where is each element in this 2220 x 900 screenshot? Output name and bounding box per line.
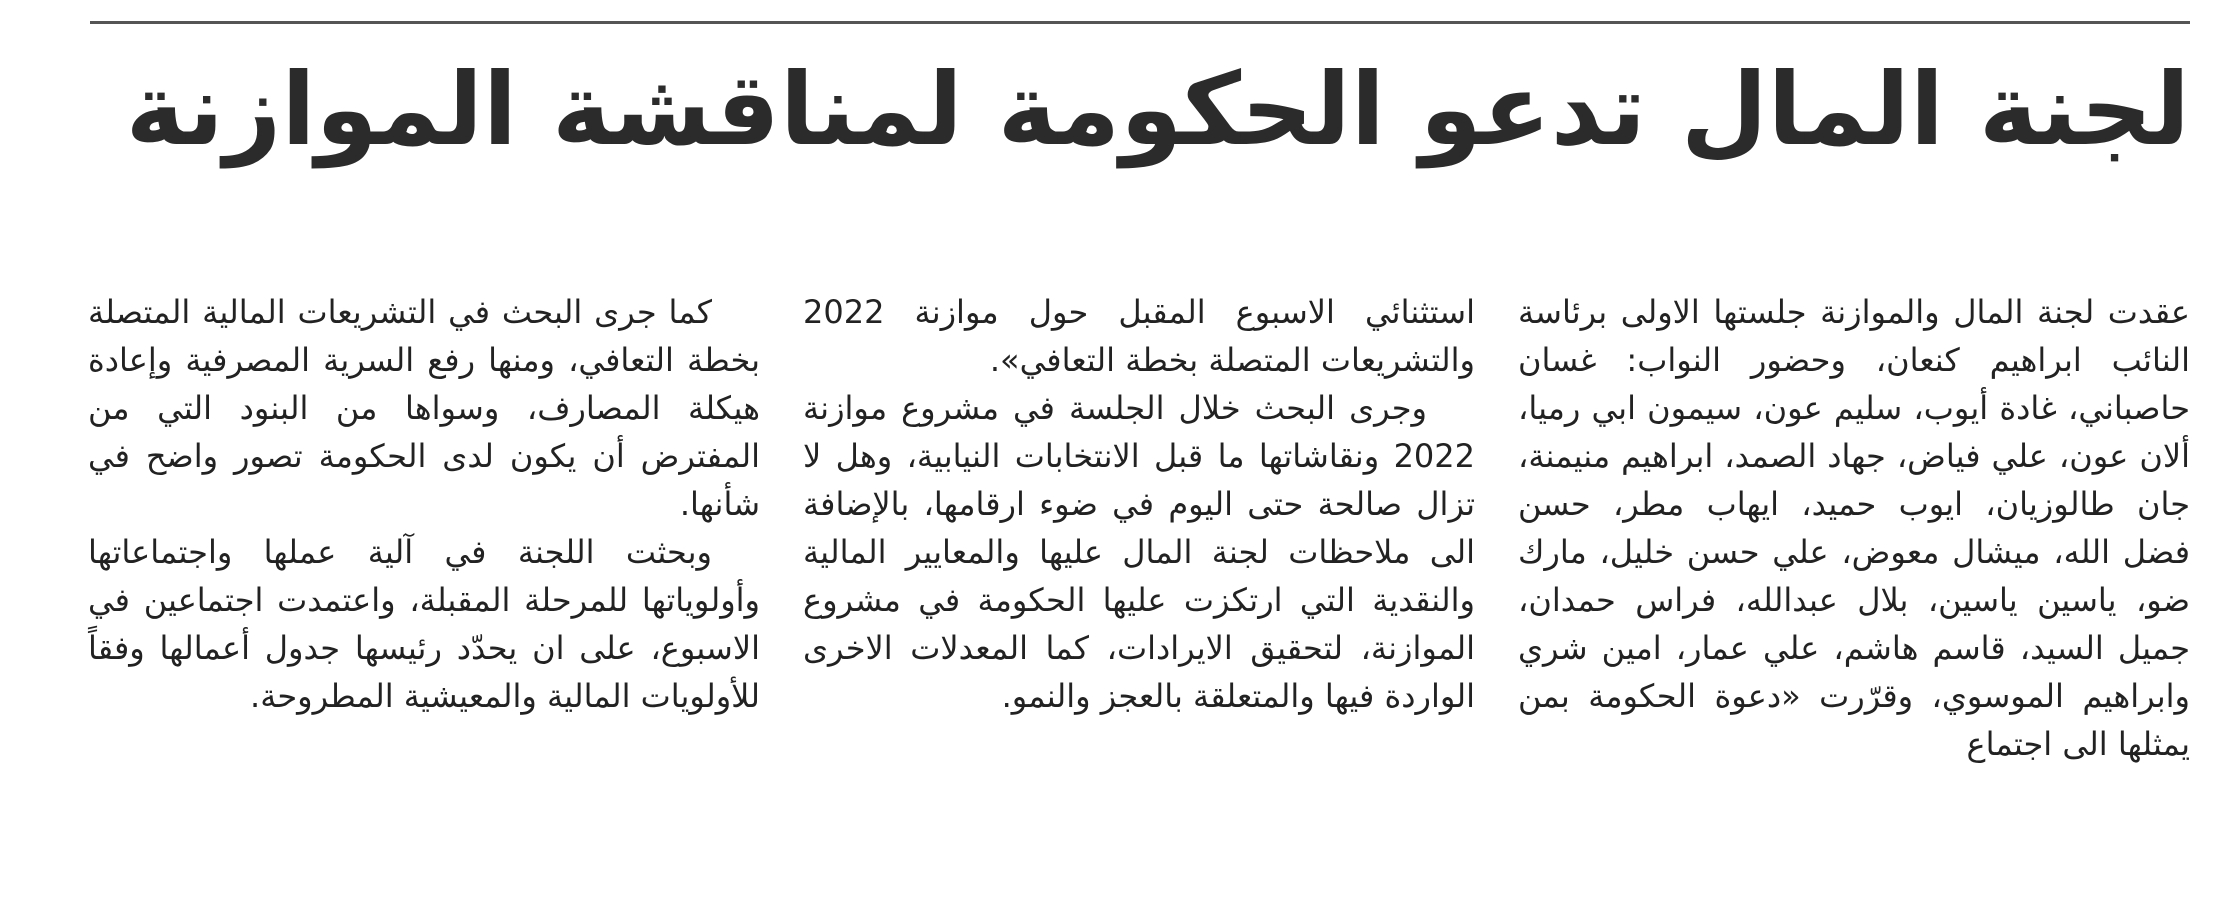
article-column-1 — [1518, 288, 2190, 768]
article-paragraph: استثنائي الاسبوع المقبل حول موازنة 2022 والتشريعات المتصلة بخطة التعافي». — [803, 293, 1475, 379]
article-column-2 — [803, 288, 1475, 720]
article-paragraph: وجرى البحث خلال الجلسة في مشروع موازنة 2022 ونقاشاتها ما قبل الانتخابات النيابية، وهل لا تزال صالحة حتى اليوم في ضوء ارقامها، بالإضافة الى ملاحظات لجنة المال عليها والمعايير المالية والنقدية التي ارتكزت عليها الحكومة في مشروع الموازنة، لتحقيق الايرادات، كما المعدلات الاخرى الواردة فيها والمتعلقة بالعجز والنمو. — [803, 389, 1475, 715]
article-paragraph: كما جرى البحث في التشريعات المالية المتصلة بخطة التعافي، ومنها رفع السرية المصرفية وإعادة هيكلة المصارف، وسواها من البنود التي من المفترض أن يكون لدى الحكومة تصور واضح في شأنها. — [88, 293, 760, 523]
article-headline: لجنة المال تدعو الحكومة لمناقشة الموازنة — [125, 51, 2190, 168]
article-paragraph: وبحثت اللجنة في آلية عملها واجتماعاتها وأولوياتها للمرحلة المقبلة، واعتمدت اجتماعين في الاسبوع، على ان يحدّد رئيسها جدول أعمالها وفقاً للأولويات المالية والمعيشية المطروحة. — [88, 533, 760, 715]
article-column-3 — [88, 288, 760, 720]
top-rule — [90, 21, 2190, 24]
article-paragraph: عقدت لجنة المال والموازنة جلستها الاولى برئاسة النائب ابراهيم كنعان، وحضور النواب: غسان حاصباني، غادة أيوب، سليم عون، سيمون ابي رميا، ألان عون، علي فياض، جهاد الصمد، ابراهيم منيمنة، جان طالوزيان، ايوب حميد، ايهاب مطر، حسن فضل الله، ميشال معوض، علي حسن خليل، مارك ضو، ياسين ياسين، بلال عبدالله، فراس حمدان، جميل السيد، قاسم هاشم، علي عمار، امين شري وابراهيم الموسوي، وقرّرت «دعوة الحكومة بمن يمثلها الى اجتماع — [1518, 293, 2190, 763]
